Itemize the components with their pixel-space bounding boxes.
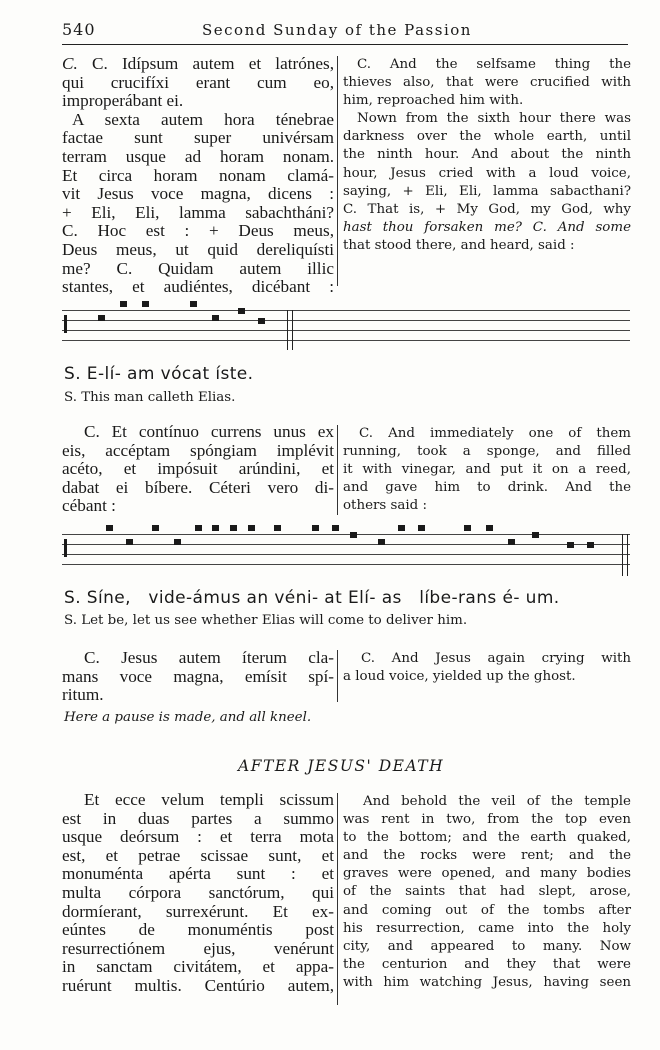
latin-line: vit Jesus voce magna, dicens : — [62, 184, 334, 204]
column-divider — [337, 793, 338, 1005]
neume — [238, 308, 245, 314]
latin-line: ruérunt multis. Centúrio autem, — [62, 975, 334, 995]
english-column-block4 — [343, 793, 631, 992]
neume — [486, 525, 493, 531]
latin-line: resurrectiónem ejus, venérunt — [62, 938, 334, 958]
neume — [587, 542, 594, 548]
english-line: saying, + Eli, Eli, lamma sabacthani? — [343, 183, 631, 199]
latin-column-block3 — [62, 649, 334, 705]
latin-line: eis, accéptam spóngiam implévit — [62, 440, 334, 460]
column-divider — [337, 425, 338, 515]
english-line: darkness over the whole earth, until — [343, 129, 631, 145]
chant-2-english-text: S. Let be, let us see whether Elias will come to deliver him. — [64, 613, 468, 628]
english-line: the ninth hour. And about the ninth — [343, 147, 631, 163]
latin-line: usque deórsum : et terra mota — [62, 827, 334, 847]
column-divider — [337, 650, 338, 702]
neume — [350, 532, 357, 538]
english-line: hast thou forsaken me? C. And some — [343, 219, 631, 235]
english-line: C. And Jesus again crying with — [361, 651, 631, 666]
latin-line: terram usque ad horam nonam. — [62, 146, 334, 166]
chant-1-english-text: S. This man calleth Elias. — [64, 390, 236, 405]
neume — [532, 532, 539, 538]
latin-line: Et circa horam nonam clamá- — [62, 165, 334, 185]
latin-column-block2 — [62, 423, 334, 516]
english-line: to the bottom; and the earth quaked, — [343, 830, 631, 846]
neume — [212, 315, 219, 321]
english-line: it with vinegar, and put it on a reed, — [343, 462, 631, 478]
neume — [174, 539, 181, 545]
english-line: And behold the veil of the temple — [363, 794, 631, 809]
latin-line: improperábant ei. — [62, 91, 184, 111]
latin-line: eúntes de monuméntis post — [62, 920, 334, 940]
latin-column-block4 — [62, 791, 334, 996]
latin-line: C. Et contínuo currens unus ex — [84, 422, 334, 441]
neume — [312, 525, 319, 531]
english-line: that stood there, and heard, said : — [343, 237, 575, 253]
neume — [152, 525, 159, 531]
latin-line: multa córpora sanctórum, qui — [62, 882, 334, 902]
latin-column-block1 — [62, 55, 334, 297]
latin-line: C. C. Idípsum autem et latrónes, — [62, 54, 335, 73]
latin-line: monuménta apérta sunt : et — [62, 864, 334, 884]
english-line: him, reproached him with. — [343, 93, 524, 109]
neume — [248, 525, 255, 531]
chant-1-latin-text: S. E-lí- am vócat íste. — [64, 364, 254, 384]
neume — [274, 525, 281, 531]
chant-2-latin-text: S. Síne, vide-ámus an véni- at Elí- as líbe-rans é- um. — [64, 588, 560, 608]
latin-line: dabat ei bíbere. Céteri vero di- — [62, 477, 334, 497]
staff-line — [62, 340, 630, 341]
latin-line: est in duas partes a summo — [62, 808, 334, 828]
neume — [195, 525, 202, 531]
latin-line: A sexta autem hora ténebrae — [72, 109, 334, 129]
latin-line: qui crucifíxi erant cum eo, — [62, 72, 334, 92]
neume — [464, 525, 471, 531]
english-line: and gave him to drink. And the — [343, 480, 631, 496]
english-line: Nown from the sixth hour there was — [357, 111, 631, 127]
english-line: hour, Jesus cried with a loud voice, — [343, 165, 631, 181]
latin-line: + Eli, Eli, lamma sabachtháni? — [62, 202, 334, 222]
neume — [378, 539, 385, 545]
chant-staff-2 — [62, 522, 630, 578]
neume — [508, 539, 515, 545]
staff-line — [62, 310, 630, 311]
latin-line: C. Jesus autem íterum cla- — [84, 648, 334, 667]
latin-line: Et ecce velum templi scissum — [84, 790, 334, 809]
english-line: the centurion and they that were — [343, 956, 631, 972]
latin-line: in sanctam civitátem, et appa- — [62, 957, 334, 977]
english-line: running, took a sponge, and filled — [343, 444, 631, 460]
chant-staff-1 — [62, 298, 630, 354]
latin-text: C. Idípsum autem et latrónes, — [91, 54, 335, 73]
neume — [98, 315, 105, 321]
neume — [120, 301, 127, 307]
latin-line: factae sunt super univérsam — [62, 128, 334, 148]
latin-line: dormíerant, surrexérunt. Et ex- — [62, 901, 334, 921]
neume — [567, 542, 574, 548]
staff-line — [62, 330, 630, 331]
staff-line — [62, 564, 630, 565]
english-line: graves were opened, and many bodies — [343, 866, 631, 882]
bar-line — [292, 310, 293, 350]
english-line: a loud voice, yielded up the ghost. — [343, 669, 576, 685]
neume — [230, 525, 237, 531]
english-line: was rent in two, from the top even — [343, 812, 631, 828]
neume — [332, 525, 339, 531]
page-header — [62, 18, 628, 46]
staff-line — [62, 320, 630, 321]
page-number: 540 — [62, 20, 96, 39]
latin-line: ritum. — [62, 685, 104, 705]
english-column-block3 — [343, 650, 631, 686]
bar-line — [622, 534, 623, 576]
bar-line — [627, 534, 628, 576]
header-rule — [62, 44, 628, 45]
running-title: Second Sunday of the Passion — [202, 21, 472, 39]
neume — [398, 525, 405, 531]
latin-line: acéto, et impósuit arúndini, et — [62, 459, 334, 479]
latin-line: mans voce magna, emísit spí- — [62, 666, 334, 686]
english-line: his resurrection, came into the holy — [343, 920, 631, 936]
latin-line: stantes, et audiéntes, dicébant : — [62, 277, 334, 297]
neume — [190, 301, 197, 307]
english-line: of the saints that had slept, arose, — [343, 884, 631, 900]
do-clef — [64, 539, 67, 557]
neume — [126, 539, 133, 545]
neume — [106, 525, 113, 531]
english-column-block2 — [343, 425, 631, 515]
english-line: C. That is, + My God, my God, why — [343, 201, 631, 217]
bar-line — [287, 310, 288, 350]
english-line: city, and appeared to many. Now — [343, 938, 631, 954]
english-line: others said : — [343, 498, 427, 514]
section-title: AFTER JESUS' DEATH — [238, 757, 445, 775]
english-line: C. And immediately one of them — [359, 426, 631, 441]
neume — [258, 318, 265, 324]
neume — [418, 525, 425, 531]
latin-line: est, et petrae scissae sunt, et — [62, 845, 334, 865]
english-line: with him watching Jesus, having seen — [343, 974, 631, 990]
english-line: and coming out of the tombs after — [343, 902, 631, 918]
neume — [212, 525, 219, 531]
neume — [142, 301, 149, 307]
rubric: Here a pause is made, and all kneel. — [64, 710, 312, 725]
english-column-block1 — [343, 56, 631, 255]
column-divider — [337, 56, 338, 286]
english-line: C. And the selfsame thing the — [357, 57, 631, 72]
latin-line: Deus meus, ut quid dereliquísti — [62, 239, 334, 259]
latin-line: cébant : — [62, 496, 116, 516]
staff-line — [62, 544, 630, 545]
latin-line: C. Hoc est : + Deus meus, — [62, 221, 334, 241]
latin-line: me? C. Quidam autem illic — [62, 258, 334, 278]
english-line: thieves also, that were crucified with — [343, 75, 631, 91]
staff-line — [62, 534, 630, 535]
english-line: and the rocks were rent; and the — [343, 848, 631, 864]
staff-line — [62, 554, 630, 555]
do-clef — [64, 315, 67, 333]
